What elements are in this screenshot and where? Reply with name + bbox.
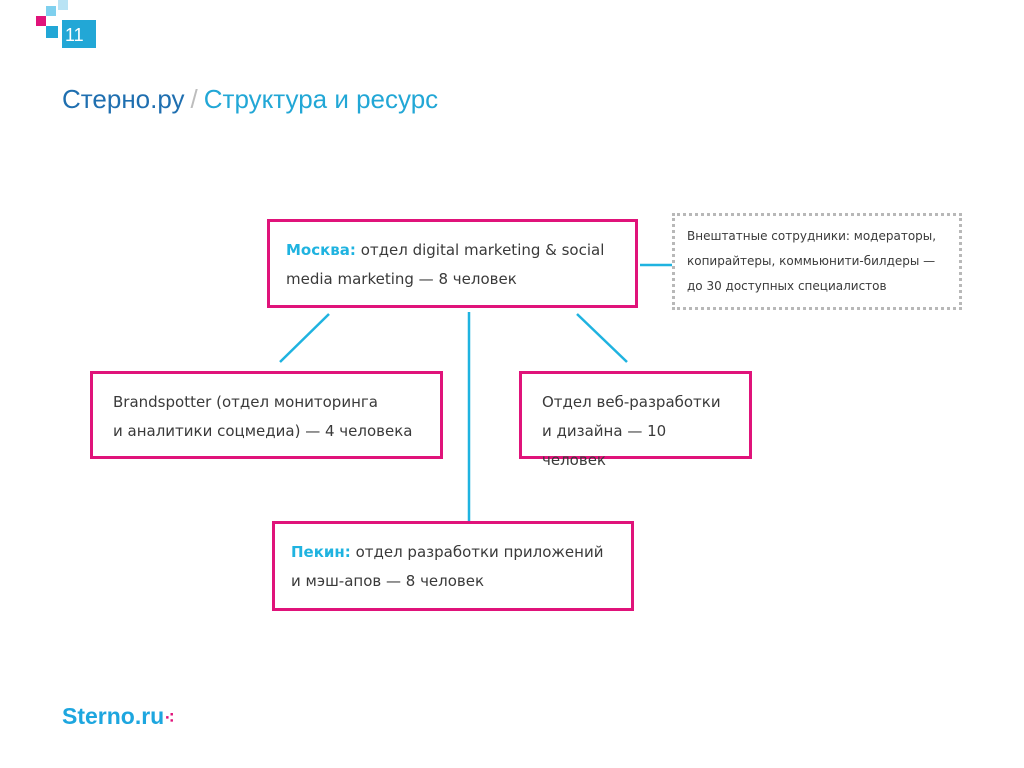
external-line3: до 30 доступных специалистов — [687, 279, 887, 293]
title-topic: Структура и ресурс — [203, 84, 439, 114]
title-company: Стерно.ру — [62, 84, 185, 114]
webdev-line1: Отдел веб-разработки — [542, 393, 721, 411]
beijing-city: Пекин: — [291, 543, 351, 561]
beijing-line1 — [291, 538, 615, 567]
moscow-text1: отдел digital marketing & social — [360, 241, 605, 259]
moscow-city: Москва: — [286, 241, 356, 259]
brandspotter-line1: Brandspotter (отдел мониторинга — [113, 393, 378, 411]
beijing-text1: отдел разработки приложений — [355, 543, 604, 561]
logo-dots: ⁖ — [164, 708, 175, 728]
beijing-text2: и мэш-апов — 8 человек — [291, 572, 485, 590]
connector-moscow-brandspotter — [280, 314, 329, 362]
brandspotter-line2: и аналитики соцмедиа) — 4 человека — [113, 422, 413, 440]
box-webdev — [519, 371, 752, 469]
logo-text: Sterno.ru — [62, 703, 165, 729]
title-separator: / — [190, 84, 198, 114]
sterno-logo — [62, 703, 175, 730]
external-line2: копирайтеры, коммьюнити-билдеры — — [687, 254, 936, 268]
box-brandspotter — [90, 371, 443, 459]
moscow-text2: media marketing — 8 человек — [286, 270, 517, 288]
box-moscow — [267, 219, 638, 308]
page-number: 11 — [62, 20, 96, 48]
box-beijing — [272, 521, 634, 611]
moscow-line1 — [286, 236, 619, 265]
external-line1: Внештатные сотрудники: модераторы, — [687, 229, 937, 243]
box-external-staff — [672, 213, 962, 310]
connector-moscow-webdev — [577, 314, 627, 362]
webdev-line2: и дизайна — 10 человек — [542, 422, 667, 469]
